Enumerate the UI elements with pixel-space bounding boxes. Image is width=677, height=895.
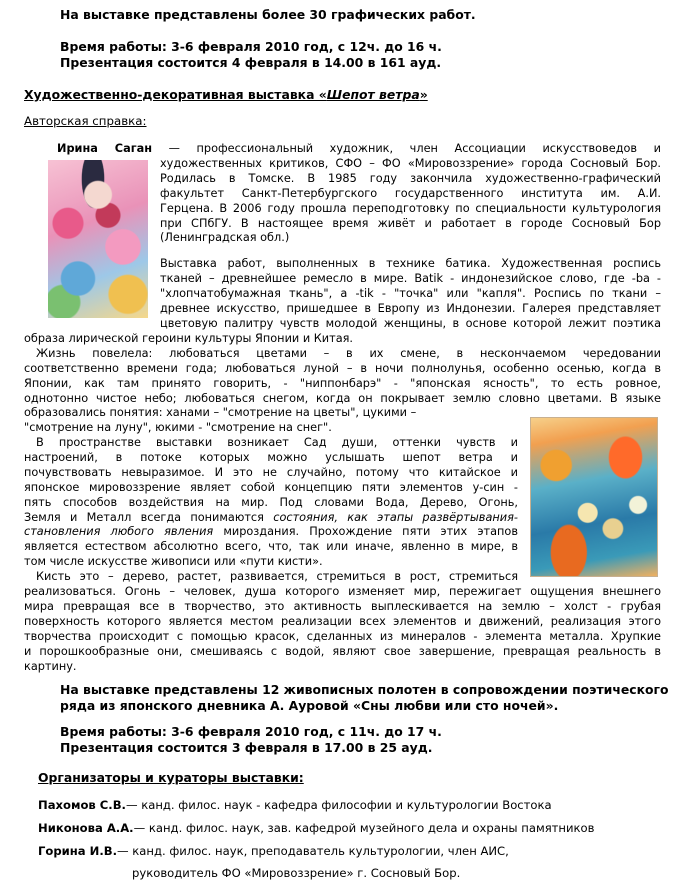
life-line: однотонно чистое небо; любоваться снегом, когда он покрывает землю словно цветами. В языке	[24, 391, 661, 405]
paintings-line: ряда из японского дневника А. Ауровой «Сны любви или сто ночей».	[60, 698, 559, 713]
garden-paragraph	[24, 436, 518, 570]
life-line: Японии, как там принято говорить, - "ниппонбарэ" - "японская ясность", то есть ровное,	[24, 376, 661, 390]
batik-paragraph-end	[24, 332, 661, 347]
life-paragraph	[24, 347, 661, 407]
bio-line: (Ленинградская обл.)	[160, 231, 290, 245]
paintings-presentation: Презентация состоится 3 февраля в 17.00 в 25 ауд.	[60, 740, 433, 755]
bio-line: факультет Санкт-Петербургского государственного института им. А.И.	[160, 186, 661, 200]
batik-line: образа лирической героини культуры Японии и Китая.	[24, 332, 354, 345]
batik-paragraph	[160, 257, 661, 332]
life-line: Жизнь повелела: любоваться цветами – в их смене, в нескончаемом чередовании	[36, 347, 661, 360]
brush-line: творчества происходит с помощью красок, сделанных из минералов - элемента металла. Хрупкие	[24, 629, 661, 643]
bio-line: Ирина Саган — профессиональный художник, член Ассоциации искусствоведов и	[57, 142, 661, 155]
organizers-heading: Организаторы и кураторы выставки:	[38, 770, 304, 785]
organizer-entry: Пахомов С.В.— канд. филос. наук - кафедра философии и культурологии Востока	[38, 798, 552, 812]
bio-line: Герцена. В 2006 году прошла переподготовку по специальности культурология	[160, 201, 661, 215]
brush-line: картину.	[24, 659, 77, 673]
organizer-continuation: руководитель ФО «Мировоззрение» г. Сосновый Бор.	[132, 866, 461, 880]
organizer-entry: Никонова А.А.— канд. филос. наук, зав. кафедрой музейного дела и охраны памятников	[38, 821, 595, 835]
garden-line: настроений, в потоке которых можно услышать шепот ветра и	[24, 450, 518, 464]
garden-line: том числе искусстве живописи или «пути кисти».	[24, 555, 323, 569]
brush-paragraph-start	[24, 570, 518, 585]
organizer-entry: Горина И.В.— канд. филос. наук, преподаватель культурологии, член АИС,	[38, 844, 509, 858]
brush-line: поверхность которого является местом реализации всех элементов и движений, реализация этого	[24, 614, 661, 628]
brush-line: и порошкообразные они, смешиваясь с водой, являют свое завершение, превращая реальность в	[24, 644, 661, 658]
batik-line: "хлопчатобумажная ткань", а -tik - "точка" или "капля". Роспись по ткани –	[160, 286, 661, 300]
life-paragraph-wrap	[24, 406, 518, 436]
bio-line: при СПбГУ. В настоящее время живёт и работает в городе Сосновый Бор	[160, 216, 661, 230]
batik-line: Выставка работ, выполненных в технике батика. Художественная роспись	[160, 257, 661, 270]
paintings-line: На выставке представлены 12 живописных полотен в сопровождении поэтического	[60, 682, 669, 697]
exhibition-title: Художественно-декоративная выставка «Шепот ветра»	[24, 87, 428, 102]
artwork-fish-image	[530, 417, 658, 577]
life-line: образовались понятия: ханами – "смотрение на цветы", цукими –	[24, 406, 417, 419]
life-line: "смотрение на луну", юкими - "смотрение на снег".	[24, 420, 332, 434]
garden-line: является естеством абсолютно всего, что, так или иначе, явленно в мире, в	[24, 540, 518, 554]
intro-hours: Время работы: 3-6 февраля 2010 год, с 12ч. до 16 ч.	[60, 39, 442, 54]
paintings-hours: Время работы: 3-6 февраля 2010 год, с 11ч. до 17 ч.	[60, 724, 442, 739]
batik-line: древнее искусство, пришедшее в Европу из Индонезии. Галерея представляет	[160, 301, 661, 315]
brush-line: Кисть это – дерево, растет, развивается, стремиться в рост, стремиться	[36, 570, 518, 583]
brush-line: реализоваться. Огонь – человек, душа которого изменяет мир, пережигает ощущения внешнего	[24, 585, 661, 598]
brush-paragraph	[24, 585, 661, 674]
garden-line: японское мировоззрение являет собой концепцию пяти элементов у-син -	[24, 480, 518, 494]
garden-line: Земля и Металл всегда понимаются состояния, как этапы развёртывания-	[24, 510, 518, 524]
brush-line: мира превращая все в творчество, это активность выплескивается на землю – холст - грубая	[24, 599, 661, 613]
bio-line: художественных критиков, СФО – ФО «Мировоззрение» города Сосновый Бор.	[160, 156, 661, 170]
garden-line: становления любого явления мироздания. Прохождение пяти этих этапов	[24, 525, 518, 539]
garden-line: В пространстве выставки возникает Сад души, оттенки чувств и	[36, 436, 518, 449]
batik-line: цветовую палитру чувств молодой женщины, в основе которой лежит поэтика	[160, 316, 661, 330]
garden-line: пять способов воздействия на мир. Под словами Вода, Дерево, Огонь,	[24, 495, 518, 509]
author-name: Ирина Саган	[57, 142, 153, 155]
batik-line: тканей – древнейшее ремесло в мире. Batik - индонезийское слово, где -ba -	[160, 271, 661, 285]
artwork-portrait-image	[48, 160, 148, 318]
intro-presentation: Презентация состоится 4 февраля в 14.00 в 161 ауд.	[60, 55, 442, 70]
intro-line: На выставке представлены более 30 графических работ.	[60, 7, 476, 22]
life-line: соответственно времени года; любоваться луной – в ночи полнолунья, особенно осенью, когда в	[24, 361, 661, 375]
author-reference-label: Авторская справка:	[24, 114, 147, 128]
author-bio	[57, 142, 661, 246]
bio-line: Родилась в Томске. В 1985 году закончила художественно-графический	[160, 171, 661, 185]
garden-line: почувствовать невыразимое. И это не случайно, потому что китайское и	[24, 465, 518, 479]
